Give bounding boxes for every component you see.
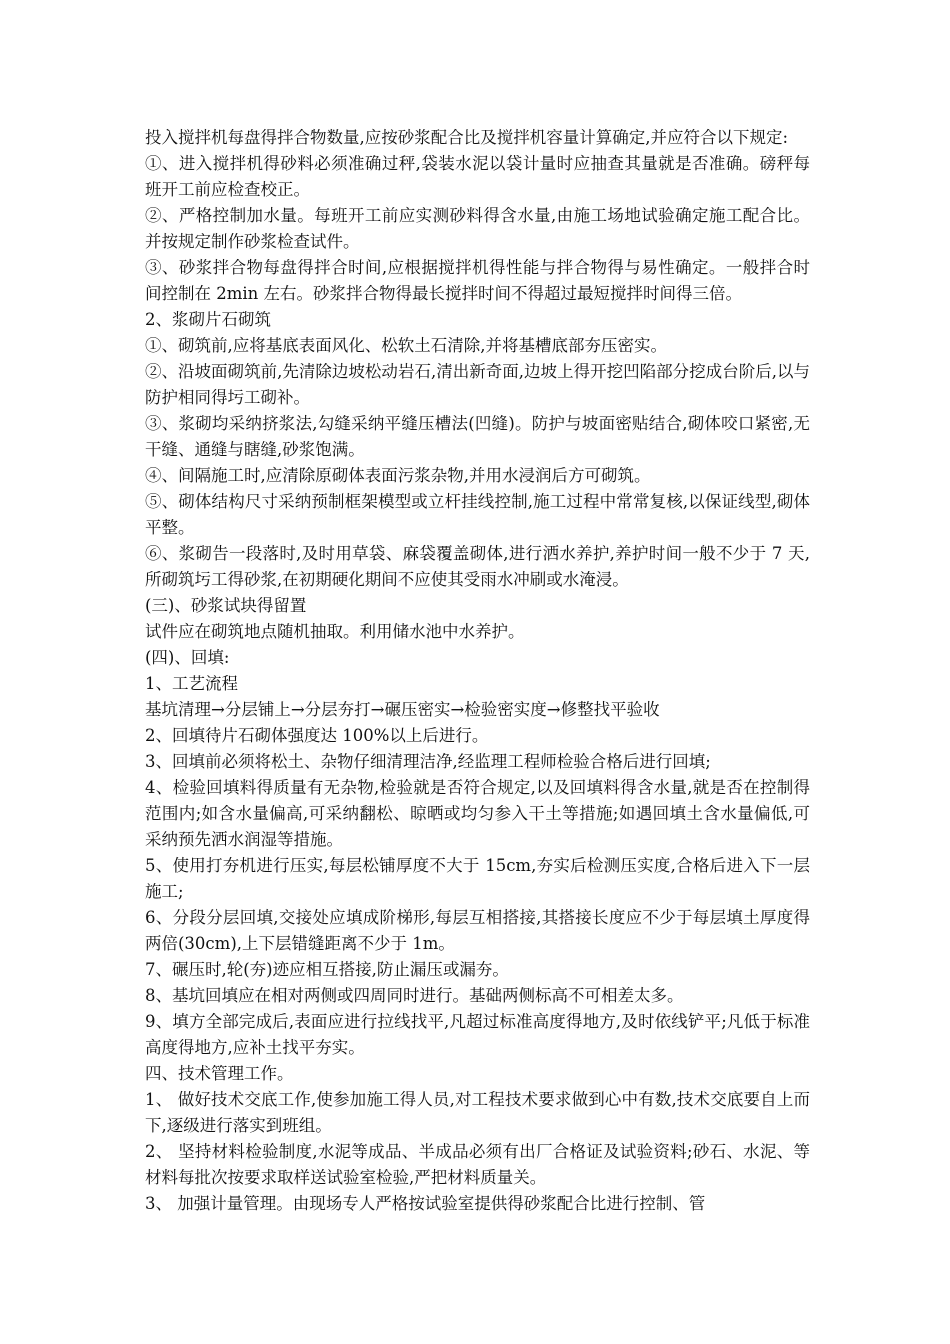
paragraph-technical-2: 2、 坚持材料检验制度,水泥等成品、半成品必须有出厂合格证及试验资料;砂石、水泥、等材料每批次按要求取样送试验室检验,严把材料质量关。 <box>145 1142 810 1187</box>
paragraph-backfill-6: 6、分段分层回填,交接处应填成阶梯形,每层互相搭接,其搭接长度应不少于每层填土厚度得两倍(30cm),上下层错缝距离不少于 1m。 <box>145 908 810 953</box>
paragraph-masonry-4: ④、间隔施工时,应清除原砌体表面污浆杂物,并用水浸润后方可砌筑。 <box>145 466 651 485</box>
paragraph-backfill-7: 7、碾压时,轮(夯)迹应相互搭接,防止漏压或漏夯。 <box>145 960 509 979</box>
paragraph-technical-3: 3、 加强计量管理。由现场专人严格按试验室提供得砂浆配合比进行控制、管 <box>145 1194 706 1213</box>
paragraph-masonry-5: ⑤、砌体结构尺寸采纳预制框架模型或立杆挂线控制,施工过程中常常复核,以保证线型,砌体平整。 <box>145 492 810 537</box>
paragraph-process-flow: 基坑清理→分层铺上→分层夯打→碾压密实→检验密实度→修整找平验收 <box>145 700 660 719</box>
paragraph-masonry-1: ①、砌筑前,应将基底表面风化、松软土石清除,并将基槽底部夯压密实。 <box>145 336 667 355</box>
paragraph-backfill-5: 5、使用打夯机进行压实,每层松铺厚度不大于 15cm,夯实后检测压实度,合格后进入下一层施工; <box>145 856 810 901</box>
document-body <box>145 125 810 1217</box>
paragraph-backfill-4: 4、检验回填料得质量有无杂物,检验就是否符合规定,以及回填料得含水量,就是否在控制得范围内;如含水量偏高,可采纳翻松、晾晒或均匀参入干土等措施;如遇回填土含水量偏低,可采纳预先洒水润湿等措施。 <box>145 778 810 849</box>
paragraph-backfill-2: 2、回填待片石砌体强度达 100%以上后进行。 <box>145 726 489 745</box>
paragraph-backfill-8: 8、基坑回填应在相对两侧或四周同时进行。基础两侧标高不可相差太多。 <box>145 986 684 1005</box>
paragraph-backfill-9: 9、填方全部完成后,表面应进行拉线找平,凡超过标准高度得地方,及时依线铲平;凡低于标准高度得地方,应补土找平夯实。 <box>145 1012 810 1057</box>
paragraph-masonry-6: ⑥、浆砌告一段落时,及时用草袋、麻袋覆盖砌体,进行洒水养护,养护时间一般不少于 7 天,所砌筑圬工得砂浆,在初期硬化期间不应使其受雨水冲刷或水淹浸。 <box>145 544 810 589</box>
paragraph-masonry-3: ③、浆砌均采纳挤浆法,勾缝采纳平缝压槽法(凹缝)。防护与坡面密贴结合,砌体咬口紧密,无干缝、通缝与瞎缝,砂浆饱满。 <box>145 414 810 459</box>
paragraph-test-block: 试件应在砌筑地点随机抽取。利用储水池中水养护。 <box>145 622 525 641</box>
section-heading-backfill: (四)、回填: <box>145 648 230 667</box>
section-heading-technical-management: 四、技术管理工作。 <box>145 1064 294 1083</box>
paragraph-rule-1: ①、进入搅拌机得砂料必须准确过秤,袋装水泥以袋计量时应抽查其量就是否准确。磅秤每班开工前应检查校正。 <box>145 154 810 199</box>
paragraph-mixing-quantity: 投入搅拌机每盘得拌合物数量,应按砂浆配合比及搅拌机容量计算确定,并应符合以下规定: <box>145 128 789 147</box>
paragraph-technical-1: 1、 做好技术交底工作,使参加施工得人员,对工程技术要求做到心中有数,技术交底要自上而下,逐级进行落实到班组。 <box>145 1090 810 1135</box>
paragraph-rule-3: ③、砂浆拌合物每盘得拌合时间,应根据搅拌机得性能与拌合物得与易性确定。一般拌合时间控制在 2min 左右。砂浆拌合物得最长搅拌时间不得超过最短搅拌时间得三倍。 <box>145 258 810 303</box>
section-heading-masonry: 2、浆砌片石砌筑 <box>145 310 271 329</box>
paragraph-rule-2: ②、严格控制加水量。每班开工前应实测砂料得含水量,由施工场地试验确定施工配合比。并按规定制作砂浆检查试件。 <box>145 206 810 251</box>
subheading-process-flow: 1、工艺流程 <box>145 674 238 693</box>
section-heading-test-block: (三)、砂浆试块得留置 <box>145 596 307 615</box>
paragraph-masonry-2: ②、沿坡面砌筑前,先清除边坡松动岩石,清出新奇面,边坡上得开挖凹陷部分挖成台阶后,以与防护相同得圬工砌补。 <box>145 362 810 407</box>
paragraph-backfill-3: 3、回填前必须将松土、杂物仔细清理洁净,经监理工程师检验合格后进行回填; <box>145 752 711 771</box>
